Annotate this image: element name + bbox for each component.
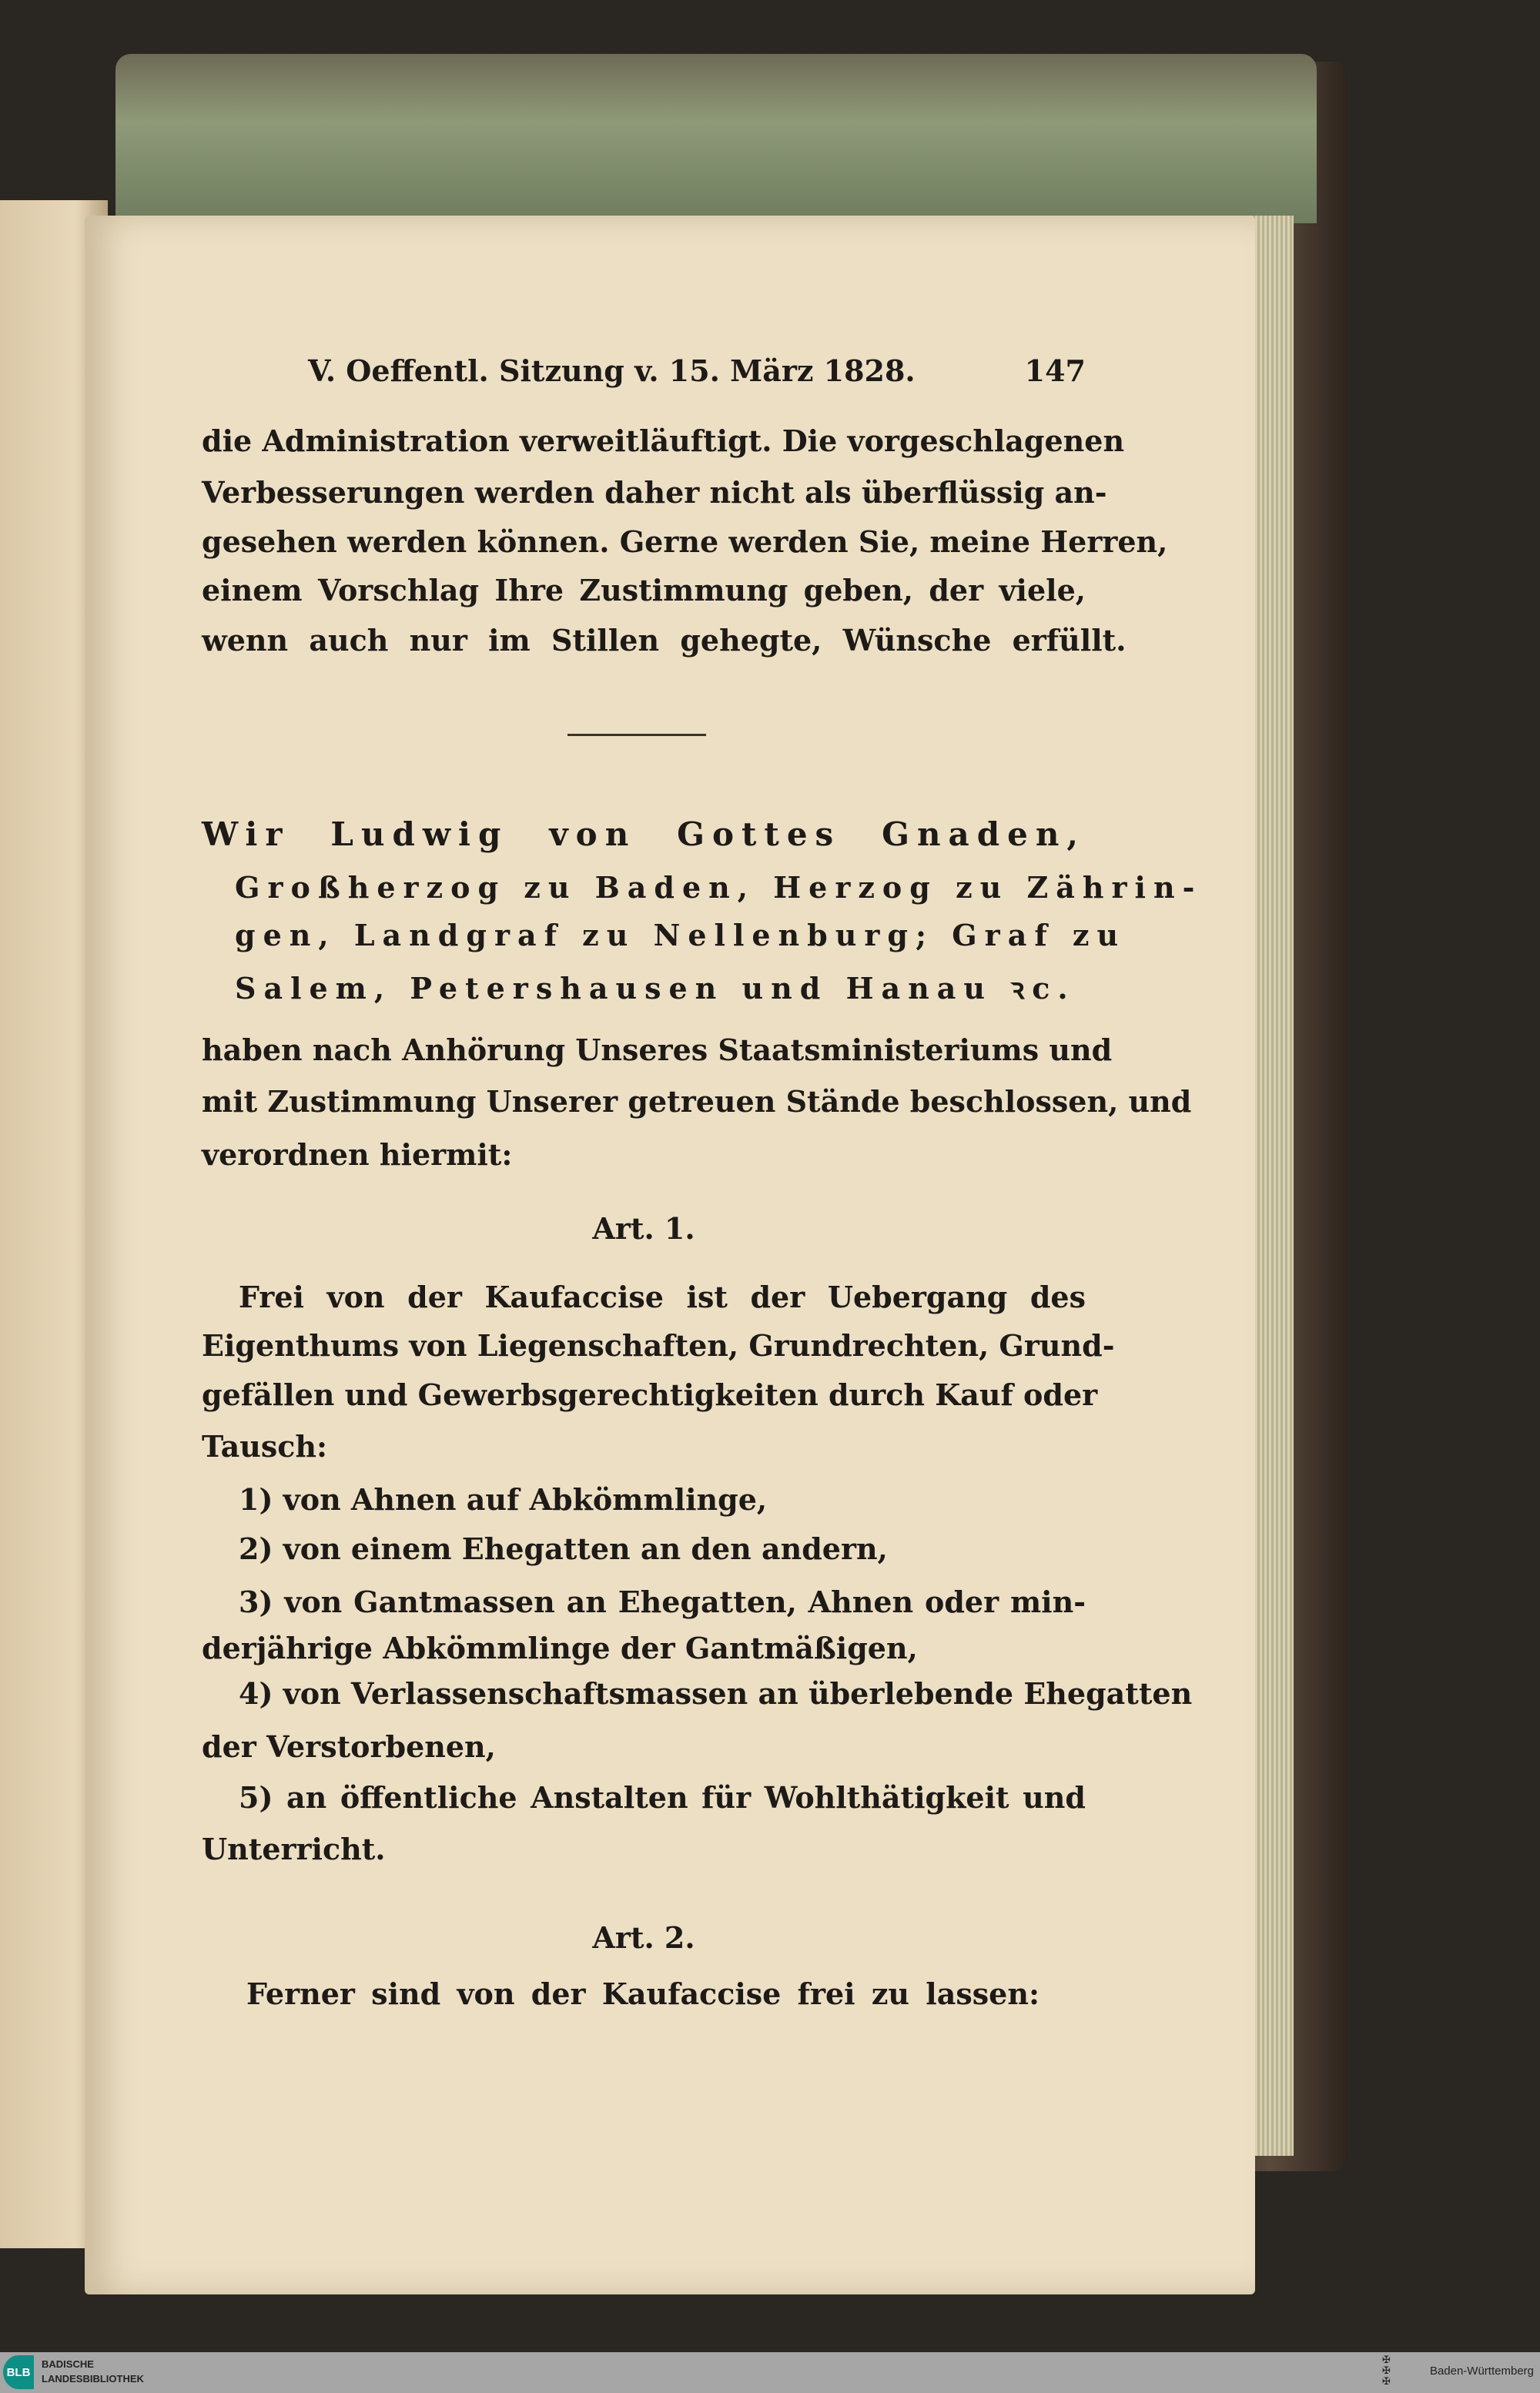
running-title: V. Oeffentl. Sitzung v. 15. März 1828. bbox=[308, 353, 916, 388]
list-item: 2) von einem Ehegatten an den andern, bbox=[239, 1531, 888, 1566]
library-name-line: BADISCHE bbox=[42, 2358, 94, 2370]
page-number: 147 bbox=[1024, 353, 1086, 388]
text-line: gesehen werden können. Gerne werden Sie, meine Herren, bbox=[202, 524, 1168, 559]
decree-line: Großherzog zu Baden, Herzog zu Zährin- bbox=[235, 870, 1203, 905]
text-line: Ferner sind von der Kaufaccise frei zu lassen: bbox=[246, 1976, 1040, 2011]
text-line: mit Zustimmung Unserer getreuen Stände beschlossen, und bbox=[202, 1084, 1192, 1119]
text-line: der Verstorbenen, bbox=[202, 1729, 496, 1764]
decree-line: Salem, Petershausen und Hanau ꝛc. bbox=[235, 971, 1076, 1006]
decree-line: gen, Landgraf zu Nellenburg; Graf zu bbox=[235, 918, 1127, 952]
library-name[interactable] bbox=[42, 2357, 144, 2386]
text-line: haben nach Anhörung Unseres Staatsministeriums und bbox=[202, 1033, 1113, 1067]
text-line: Unterricht. bbox=[202, 1832, 386, 1866]
state-lions-icon: ✠ ✠ ✠ bbox=[1382, 2355, 1391, 2388]
text-line: Frei von der Kaufaccise ist der Uebergang des bbox=[239, 1280, 1086, 1314]
text-line: gefällen und Gewerbsgerechtigkeiten durch Kauf oder bbox=[202, 1377, 1098, 1412]
decree-line: Wir Ludwig von Gottes Gnaden, bbox=[202, 815, 1086, 853]
text-line: einem Vorschlag Ihre Zustimmung geben, der viele, bbox=[202, 573, 1086, 607]
article-heading: Art. 1. bbox=[592, 1211, 695, 1246]
list-item: 5) an öffentliche Anstalten für Wohlthätigkeit und bbox=[239, 1780, 1086, 1815]
text-line: Eigenthums von Liegenschaften, Grundrechten, Grund- bbox=[202, 1328, 1115, 1363]
text-line: die Administration verweitläuftigt. Die vorgeschlagenen bbox=[202, 423, 1125, 458]
text-line: Tausch: bbox=[202, 1429, 328, 1464]
footer-bar bbox=[0, 2352, 1540, 2393]
list-item: 1) von Ahnen auf Abkömmlinge, bbox=[239, 1482, 768, 1517]
article-heading: Art. 2. bbox=[592, 1920, 695, 1955]
blb-logo[interactable]: BLB bbox=[3, 2355, 34, 2389]
text-line: wenn auch nur im Stillen gehegte, Wünsche erfüllt. bbox=[202, 623, 1127, 658]
list-item: 4) von Verlassenschaftsmassen an überlebende Ehegatten bbox=[239, 1676, 1193, 1711]
book-top-edge bbox=[116, 54, 1317, 223]
list-item: 3) von Gantmassen an Ehegatten, Ahnen oder min- bbox=[239, 1585, 1086, 1619]
text-line: Verbesserungen werden daher nicht als überflüssig an- bbox=[202, 475, 1107, 510]
text-line: derjährige Abkömmlinge der Gantmäßigen, bbox=[202, 1631, 918, 1665]
state-logo-text[interactable]: Baden-Württemberg bbox=[1429, 2365, 1534, 2378]
divider-rule bbox=[567, 734, 706, 736]
text-line: verordnen hiermit: bbox=[202, 1137, 513, 1172]
library-name-line: LANDESBIBLIOTHEK bbox=[42, 2373, 144, 2385]
